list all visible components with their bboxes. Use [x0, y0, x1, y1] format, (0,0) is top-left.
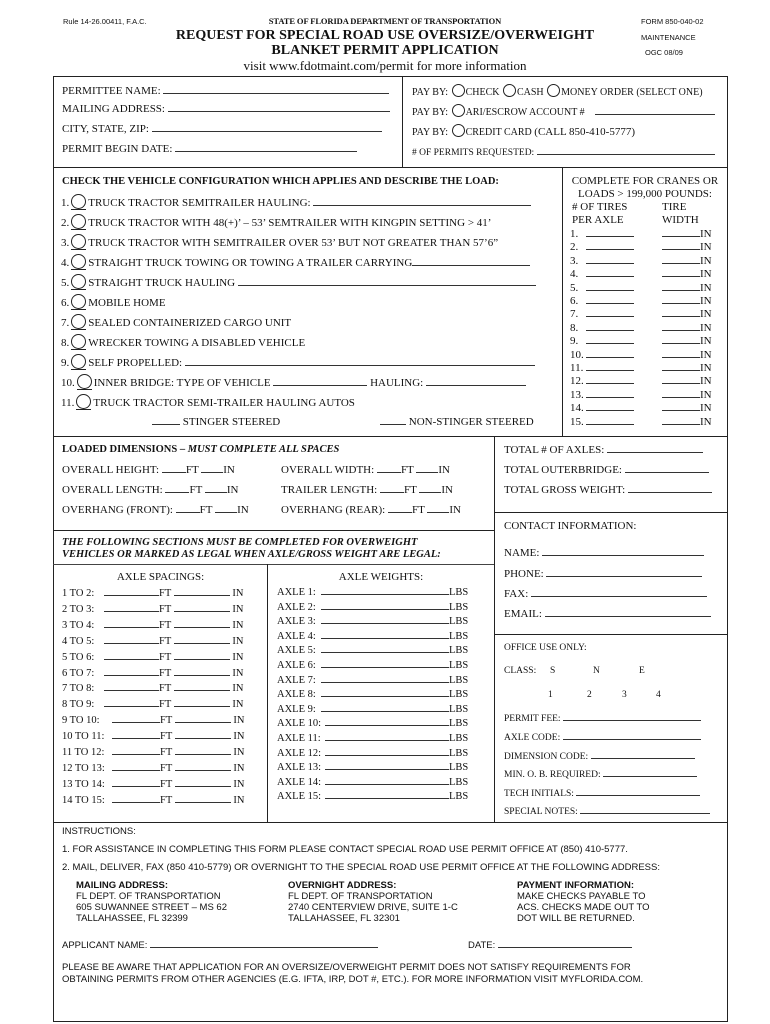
axle-spacing-in-field[interactable]	[175, 713, 231, 723]
total-outerbridge-row: TOTAL OUTERBRIDGE:	[504, 463, 709, 477]
axle-weight-row: AXLE 1: LBS	[277, 587, 469, 598]
tech-initials-row: TECH INITIALS:	[504, 787, 700, 800]
axle-weight-row: AXLE 13: LBS	[277, 762, 469, 774]
disclaimer-line1: PLEASE BE AWARE THAT APPLICATION FOR AN OVERSIZE/OVERWEIGHT PERMIT DOES NOT SATISFY REQUIREMENTS FOR	[62, 962, 631, 973]
instructions-item-2: 2. MAIL, DELIVER, FAX (850 410-5779) OR OVERNIGHT TO THE SPECIAL ROAD USE PERMIT OFFICE AT THE FOLLOWING ADDRESS:	[62, 862, 660, 873]
tire-width-field[interactable]	[662, 335, 700, 344]
axle-code-row: AXLE CODE:	[504, 731, 701, 744]
overhang-rear-row: OVERHANG (REAR): FT IN	[281, 504, 461, 516]
vehicle-config-heading: CHECK THE VEHICLE CONFIGURATION WHICH APPLIES AND DESCRIBE THE LOAD:	[62, 176, 499, 187]
city-state-zip-label: CITY, STATE, ZIP:	[62, 123, 149, 135]
check-label: CHECK	[465, 87, 500, 98]
axle-spacing-row: 1 TO 2: FT IN	[62, 588, 244, 599]
crane-row: 4.	[570, 268, 634, 280]
axle-spacing-row: 11 TO 12: FT IN	[62, 747, 245, 758]
tires-per-axle-field[interactable]	[586, 349, 634, 358]
vehicle-option-11-radio[interactable]	[76, 394, 91, 409]
tire-width-cell: IN	[662, 282, 712, 294]
divider	[53, 76, 54, 1022]
contact-phone-field[interactable]	[546, 567, 702, 577]
axle-spacing-row: 9 TO 10: FT IN	[62, 715, 245, 727]
tires-per-axle-field[interactable]	[586, 375, 634, 384]
vehicle-option-5-radio[interactable]	[71, 274, 86, 289]
divider	[53, 76, 728, 77]
divider	[53, 436, 728, 437]
credit-card-radio[interactable]	[452, 124, 465, 137]
tire-width-field[interactable]	[662, 228, 700, 237]
vehicle-option-9: 9. SELF PROPELLED:	[61, 354, 535, 370]
divider	[53, 1021, 728, 1022]
axle-spacing-ft-field[interactable]	[112, 777, 160, 787]
axle-weight-row: AXLE 4: LBS	[277, 630, 469, 642]
non-stinger-steered-row: NON-STINGER STEERED	[380, 415, 534, 429]
cranes-heading-line2: LOADS > 199,000 POUNDS:	[578, 188, 712, 200]
cash-radio[interactable]	[503, 84, 516, 97]
axle-spacing-in-field[interactable]	[175, 793, 231, 803]
tire-width-cell: IN	[662, 349, 712, 361]
overall-height-ft-field[interactable]	[162, 463, 186, 473]
crane-row: 3.	[570, 255, 634, 267]
divider	[402, 76, 403, 168]
credit-card-label: CREDIT CARD	[465, 127, 532, 138]
axle-spacing-in-field[interactable]	[174, 602, 230, 612]
tire-width-field[interactable]	[662, 349, 700, 358]
axle-spacing-ft-field[interactable]	[104, 586, 159, 596]
credit-card-phone: (CALL 850-410-5777)	[534, 126, 635, 138]
crane-row: 13.	[570, 389, 634, 401]
permit-fee-field[interactable]	[563, 712, 701, 721]
total-axles-field[interactable]	[607, 443, 703, 453]
mailing-address-row	[62, 102, 390, 116]
axle-spacing-in-field[interactable]	[174, 586, 230, 596]
dimension-code-row: DIMENSION CODE:	[504, 750, 695, 763]
money-order-radio[interactable]	[547, 84, 560, 97]
rule-citation: Rule 14-26.00411, F.A.C.	[63, 17, 147, 26]
crane-row: 9.	[570, 335, 634, 347]
inner-bridge-vehicle-field[interactable]	[273, 376, 367, 386]
axle-weight-field[interactable]	[321, 687, 449, 697]
permit-fee-row: PERMIT FEE:	[504, 712, 701, 725]
special-notes-field[interactable]	[580, 805, 710, 814]
overall-length-ft-field[interactable]	[165, 483, 189, 493]
vehicle-option-7-radio[interactable]	[71, 314, 86, 329]
axle-spacing-row: 7 TO 8: FT IN	[62, 683, 244, 695]
axle-spacing-ft-field[interactable]	[112, 793, 160, 803]
axle-weight-row: AXLE 14: LBS	[277, 776, 469, 788]
axle-spacing-in-field[interactable]	[175, 777, 231, 787]
mailing-address-block: MAILING ADDRESS: FL DEPT. OF TRANSPORTATION 605 SUWANNEE STREET – MS 62 TALLAHASSEE, FL 32399	[76, 880, 227, 924]
axle-weight-row: AXLE 11: LBS	[277, 733, 469, 744]
overall-length-in-field[interactable]	[205, 483, 227, 493]
tire-width-cell: IN	[662, 308, 712, 320]
tires-per-axle-field[interactable]	[586, 268, 634, 277]
axle-weight-field[interactable]	[321, 702, 449, 712]
class-row: CLASS:	[504, 666, 537, 676]
tire-width-cell: IN	[662, 402, 712, 414]
form-title-line2: BLANKET PERMIT APPLICATION	[271, 43, 499, 58]
axle-weight-field[interactable]	[321, 614, 449, 624]
axle-weight-field[interactable]	[325, 775, 449, 785]
vehicle-option-1: 1. TRUCK TRACTOR SEMITRAILER HAULING:	[61, 194, 531, 210]
pay-by-label: PAY BY:	[412, 107, 449, 118]
axle-spacing-in-field[interactable]	[175, 761, 231, 771]
axle-spacing-ft-field[interactable]	[104, 697, 159, 707]
divider	[727, 76, 728, 1022]
tire-width-field[interactable]	[662, 268, 700, 277]
trailer-length-row: TRAILER LENGTH: FT IN	[281, 484, 453, 496]
vehicle-option-1-field[interactable]	[313, 196, 531, 206]
class-option-e[interactable]: E	[639, 666, 645, 676]
overhang-rear-ft-field[interactable]	[388, 503, 412, 513]
overhang-front-ft-field[interactable]	[176, 503, 200, 513]
overall-width-in-field[interactable]	[416, 463, 438, 473]
permits-requested-field[interactable]	[537, 145, 715, 155]
crane-row: 5.	[570, 282, 634, 294]
axle-weight-row: AXLE 2: LBS	[277, 601, 469, 613]
agency-name: STATE OF FLORIDA DEPARTMENT OF TRANSPORTATION	[268, 16, 502, 26]
divider	[53, 822, 728, 823]
form-office: MAINTENANCE	[641, 33, 696, 42]
axle-weight-row: AXLE 5: LBS	[277, 645, 469, 657]
class-option-s[interactable]: S	[550, 666, 556, 676]
crane-row: 2.	[570, 241, 634, 253]
contact-email-field[interactable]	[545, 607, 711, 617]
crane-row: 1.	[570, 228, 634, 240]
tires-per-axle-field[interactable]	[586, 322, 634, 331]
axle-weight-row: AXLE 10: LBS	[277, 718, 469, 730]
total-axles-row: TOTAL # OF AXLES:	[504, 443, 703, 457]
class-number-4[interactable]: 4	[656, 690, 661, 700]
contact-name-row: NAME:	[504, 546, 704, 560]
cranes-heading-line1: COMPLETE FOR CRANES OR	[571, 175, 719, 187]
axle-weights-heading: AXLE WEIGHTS:	[338, 571, 424, 583]
check-radio[interactable]	[452, 84, 465, 97]
vehicle-option-6-radio[interactable]	[71, 294, 86, 309]
vehicle-option-7: 7. SEALED CONTAINERIZED CARGO UNIT	[61, 314, 291, 330]
cash-label: CASH	[516, 87, 544, 98]
crane-row: 15.	[570, 416, 634, 428]
tires-per-axle-field[interactable]	[586, 362, 634, 371]
axle-spacing-ft-field[interactable]	[104, 666, 159, 676]
vehicle-option-11: 11. TRUCK TRACTOR SEMI-TRAILER HAULING AUTOS	[61, 394, 355, 410]
axle-spacing-in-field[interactable]	[175, 729, 231, 739]
overall-length-row: OVERALL LENGTH: FT IN	[62, 484, 239, 496]
axle-spacing-ft-field[interactable]	[112, 761, 160, 771]
axle-spacing-in-field[interactable]	[174, 697, 230, 707]
overhang-front-row: OVERHANG (FRONT): FT IN	[62, 504, 249, 516]
axle-weight-row: AXLE 6: LBS	[277, 660, 469, 671]
trailer-length-in-field[interactable]	[419, 483, 441, 493]
class-number-2[interactable]: 2	[587, 690, 592, 700]
tire-width-cell: IN	[662, 228, 712, 240]
tire-width-field[interactable]	[662, 389, 700, 398]
axle-spacings-heading: AXLE SPACINGS:	[116, 571, 205, 583]
overall-height-row: OVERALL HEIGHT: FT IN	[62, 464, 235, 476]
tires-per-axle-field[interactable]	[586, 295, 634, 304]
divider	[53, 530, 494, 531]
axle-spacing-row: 13 TO 14: FT IN	[62, 778, 245, 790]
axle-weight-field[interactable]	[321, 673, 449, 683]
permit-begin-date-row	[62, 142, 357, 156]
axle-weight-row: AXLE 12: LBS	[277, 747, 469, 759]
special-notes-row: SPECIAL NOTES:	[504, 805, 710, 818]
vehicle-option-5-field[interactable]	[238, 276, 536, 286]
date-row: DATE:	[468, 938, 632, 951]
axle-spacing-ft-field[interactable]	[112, 713, 160, 723]
tires-per-axle-field[interactable]	[586, 402, 634, 411]
crane-row: 10.	[570, 349, 634, 361]
tires-per-axle-field[interactable]	[586, 308, 634, 317]
axle-weight-field[interactable]	[321, 643, 449, 653]
tire-width-field[interactable]	[662, 375, 700, 384]
divider	[494, 634, 728, 635]
axle-weight-field[interactable]	[321, 629, 449, 639]
pay-by-cash-row	[412, 84, 703, 99]
total-gross-weight-row: TOTAL GROSS WEIGHT:	[504, 483, 712, 497]
class-option-n[interactable]: N	[593, 666, 600, 676]
tire-width-field[interactable]	[662, 308, 700, 317]
axle-spacing-row: 14 TO 15: FT IN	[62, 794, 245, 806]
tires-per-axle-field[interactable]	[586, 416, 634, 425]
permittee-name-row	[62, 84, 389, 98]
axle-weight-field[interactable]	[325, 760, 449, 770]
min-ob-row: MIN. O. B. REQUIRED:	[504, 768, 697, 781]
tires-per-axle-header: # OF TIRES PER AXLE	[572, 201, 628, 226]
class-number-1[interactable]: 1	[548, 690, 553, 700]
tires-per-axle-field[interactable]	[586, 282, 634, 291]
dimension-code-field[interactable]	[591, 750, 695, 759]
total-gross-weight-field[interactable]	[628, 483, 712, 493]
divider	[562, 167, 563, 436]
mailing-address-field[interactable]	[168, 102, 390, 112]
payment-info-block: PAYMENT INFORMATION: MAKE CHECKS PAYABLE TO ACS. CHECKS MADE OUT TO DOT WILL BE RETURNED.	[517, 880, 650, 924]
axle-spacing-in-field[interactable]	[174, 666, 230, 676]
overnight-address-block: OVERNIGHT ADDRESS: FL DEPT. OF TRANSPORTATION 2740 CENTERVIEW DRIVE, SUITE 1-C TALLAHASSEE, FL 32301	[288, 880, 458, 924]
escrow-account-field[interactable]	[595, 105, 715, 115]
tire-width-cell: IN	[662, 295, 712, 307]
contact-heading: CONTACT INFORMATION:	[504, 520, 637, 532]
vehicle-option-3-radio[interactable]	[71, 234, 86, 249]
tire-width-field[interactable]	[662, 362, 700, 371]
axle-spacing-row: 5 TO 6: FT IN	[62, 651, 244, 663]
tire-width-cell: IN	[662, 375, 712, 387]
overweight-note-line1: THE FOLLOWING SECTIONS MUST BE COMPLETED FOR OVERWEIGHT	[62, 537, 418, 548]
pay-by-credit-row	[412, 124, 635, 139]
tires-per-axle-field[interactable]	[586, 255, 634, 264]
overhang-rear-in-field[interactable]	[427, 503, 449, 513]
overall-width-ft-field[interactable]	[377, 463, 401, 473]
tire-width-cell: IN	[662, 268, 712, 280]
permit-begin-date-label: PERMIT BEGIN DATE:	[62, 143, 173, 155]
crane-row: 11.	[570, 362, 634, 374]
axle-weight-field[interactable]	[321, 585, 449, 595]
non-stinger-steered-field[interactable]	[380, 415, 406, 425]
tire-width-field[interactable]	[662, 322, 700, 331]
vehicle-option-4-field[interactable]	[412, 256, 530, 266]
axle-weight-row: AXLE 8: LBS	[277, 689, 469, 701]
class-number-3[interactable]: 3	[622, 690, 627, 700]
tire-width-cell: IN	[662, 416, 712, 428]
axle-weight-row: AXLE 3: LBS	[277, 616, 469, 628]
vehicle-option-3: 3. TRUCK TRACTOR WITH SEMITRAILER OVER 53’ BUT NOT GREATER THAN 57’6”	[61, 234, 498, 250]
permits-requested-row	[412, 145, 715, 159]
axle-spacing-row: 10 TO 11: FT IN	[62, 731, 245, 743]
pay-by-label: PAY BY:	[412, 87, 449, 98]
tire-width-cell: IN	[662, 255, 712, 267]
tech-initials-field[interactable]	[576, 787, 700, 796]
vehicle-option-2-radio[interactable]	[71, 214, 86, 229]
form-revision: OGC 08/09	[645, 48, 683, 57]
escrow-radio[interactable]	[452, 104, 465, 117]
office-use-heading: OFFICE USE ONLY:	[504, 643, 587, 653]
axle-weight-row: AXLE 9: LBS	[277, 703, 469, 715]
crane-row: 6.	[570, 295, 634, 307]
date-field[interactable]	[498, 938, 632, 948]
axle-spacing-ft-field[interactable]	[104, 681, 159, 691]
total-outerbridge-field[interactable]	[625, 463, 709, 473]
crane-row: 8.	[570, 322, 634, 334]
tire-width-field[interactable]	[662, 241, 700, 250]
divider	[53, 564, 494, 565]
money-order-label: MONEY ORDER (SELECT ONE)	[561, 87, 703, 98]
axle-weight-field[interactable]	[325, 789, 449, 799]
axle-weight-field[interactable]	[325, 731, 449, 741]
divider	[494, 436, 495, 823]
tire-width-field[interactable]	[662, 282, 700, 291]
tire-width-cell: IN	[662, 241, 712, 253]
vehicle-option-4-radio[interactable]	[71, 254, 86, 269]
axle-weight-field[interactable]	[325, 716, 449, 726]
axle-spacing-in-field[interactable]	[174, 650, 230, 660]
axle-spacing-row: 2 TO 3: FT IN	[62, 603, 244, 615]
axle-spacing-in-field[interactable]	[174, 634, 230, 644]
stinger-steered-row: STINGER STEERED	[152, 415, 280, 429]
permits-requested-label: # OF PERMITS REQUESTED:	[412, 148, 535, 158]
axle-code-field[interactable]	[563, 731, 701, 740]
permit-begin-date-field[interactable]	[175, 142, 357, 152]
disclaimer-line2: OBTAINING PERMITS FROM OTHER AGENCIES (E.G. IFTA, IRP, DOT #, ETC.). FOR MORE INFORMATION VISIT MYFLORIDA.COM.	[62, 974, 644, 985]
contact-fax-field[interactable]	[531, 587, 707, 597]
tires-per-axle-field[interactable]	[586, 241, 634, 250]
tire-width-field[interactable]	[662, 416, 700, 425]
applicant-name-field[interactable]	[150, 938, 378, 948]
axle-weight-field[interactable]	[321, 600, 449, 610]
instructions-item-1: 1. FOR ASSISTANCE IN COMPLETING THIS FORM PLEASE CONTACT SPECIAL ROAD USE PERMIT OFFICE AT (850) 410-5777.	[62, 844, 628, 855]
tire-width-header: TIRE WIDTH	[662, 201, 699, 226]
vehicle-option-9-radio[interactable]	[71, 354, 86, 369]
instructions-heading: INSTRUCTIONS:	[62, 826, 136, 837]
visit-link-text: visit www.fdotmaint.com/permit for more information	[243, 58, 527, 73]
vehicle-option-10: 10. INNER BRIDGE: TYPE OF VEHICLE HAULING:	[61, 374, 526, 390]
dimensions-heading: LOADED DIMENSIONS – MUST COMPLETE ALL SPACES	[62, 444, 340, 455]
applicant-name-row: APPLICANT NAME:	[62, 938, 378, 951]
tires-per-axle-field[interactable]	[586, 389, 634, 398]
axle-weight-field[interactable]	[325, 746, 449, 756]
axle-weight-row: AXLE 7: LBS	[277, 674, 469, 686]
vehicle-option-4: 4. STRAIGHT TRUCK TOWING OR TOWING A TRAILER CARRYING	[61, 254, 530, 270]
contact-email-row: EMAIL:	[504, 607, 711, 621]
axle-spacing-ft-field[interactable]	[104, 650, 159, 660]
city-state-zip-row	[62, 122, 382, 136]
axle-spacing-row: 4 TO 5: FT IN	[62, 635, 244, 647]
tire-width-cell: IN	[662, 335, 712, 347]
tire-width-field[interactable]	[662, 402, 700, 411]
axle-spacing-ft-field[interactable]	[112, 745, 160, 755]
vehicle-option-6: 6. MOBILE HOME	[61, 294, 166, 310]
divider	[53, 167, 728, 168]
axle-spacing-row: 8 TO 9: FT IN	[62, 699, 244, 711]
overall-height-in-field[interactable]	[201, 463, 223, 473]
overall-width-row: OVERALL WIDTH: FT IN	[281, 464, 450, 476]
vehicle-option-8: 8. WRECKER TOWING A DISABLED VEHICLE	[61, 334, 305, 350]
axle-spacing-row: 6 TO 7: FT IN	[62, 667, 244, 679]
tire-width-cell: IN	[662, 362, 712, 374]
axle-spacing-in-field[interactable]	[174, 618, 230, 628]
axle-spacing-in-field[interactable]	[175, 745, 231, 755]
pay-by-escrow-row	[412, 104, 715, 119]
overweight-note-line2: VEHICLES OR MARKED AS LEGAL WHEN AXLE/GROSS WEIGHT ARE LEGAL:	[62, 549, 441, 560]
divider	[494, 512, 728, 513]
form-number: FORM 850-040-02	[641, 17, 704, 26]
axle-spacing-row: 12 TO 13: FT IN	[62, 762, 245, 774]
tire-width-cell: IN	[662, 389, 712, 401]
tires-per-axle-field[interactable]	[586, 335, 634, 344]
axle-spacing-ft-field[interactable]	[104, 602, 159, 612]
axle-spacing-ft-field[interactable]	[104, 618, 159, 628]
divider	[267, 564, 268, 823]
mailing-address-label: MAILING ADDRESS:	[62, 103, 165, 115]
vehicle-option-10-radio[interactable]	[77, 374, 92, 389]
crane-row: 14.	[570, 402, 634, 414]
form-title-line1: REQUEST FOR SPECIAL ROAD USE OVERSIZE/OVERWEIGHT	[175, 28, 595, 43]
tire-width-field[interactable]	[662, 255, 700, 264]
permittee-name-label: PERMITTEE NAME:	[62, 85, 161, 97]
axle-weight-row: AXLE 15: LBS	[277, 791, 469, 803]
vehicle-option-9-field[interactable]	[185, 356, 535, 366]
city-state-zip-field[interactable]	[152, 122, 382, 132]
inner-bridge-hauling-field[interactable]	[426, 376, 526, 386]
tires-per-axle-field[interactable]	[586, 228, 634, 237]
tire-width-field[interactable]	[662, 295, 700, 304]
vehicle-option-1-radio[interactable]	[71, 194, 86, 209]
axle-spacing-ft-field[interactable]	[112, 729, 160, 739]
axle-spacing-in-field[interactable]	[174, 681, 230, 691]
contact-fax-row: FAX:	[504, 587, 707, 601]
stinger-steered-field[interactable]	[152, 415, 180, 425]
crane-row: 7.	[570, 308, 634, 320]
vehicle-option-8-radio[interactable]	[71, 334, 86, 349]
overhang-front-in-field[interactable]	[215, 503, 237, 513]
escrow-label: ARI/ESCROW ACCOUNT #	[465, 107, 585, 118]
axle-spacing-row: 3 TO 4: FT IN	[62, 619, 244, 631]
trailer-length-ft-field[interactable]	[380, 483, 404, 493]
vehicle-option-5: 5. STRAIGHT TRUCK HAULING	[61, 274, 536, 290]
pay-by-label: PAY BY:	[412, 127, 449, 138]
axle-spacing-ft-field[interactable]	[104, 634, 159, 644]
axle-weight-field[interactable]	[321, 658, 449, 668]
crane-row: 12.	[570, 375, 634, 387]
min-ob-field[interactable]	[603, 768, 697, 777]
contact-phone-row: PHONE:	[504, 567, 702, 581]
contact-name-field[interactable]	[542, 546, 704, 556]
vehicle-option-2: 2. TRUCK TRACTOR WITH 48(+)’ – 53’ SEMTRAILER WITH KINGPIN SETTING > 41’	[61, 214, 491, 230]
permittee-name-field[interactable]	[163, 84, 389, 94]
tire-width-cell: IN	[662, 322, 712, 334]
